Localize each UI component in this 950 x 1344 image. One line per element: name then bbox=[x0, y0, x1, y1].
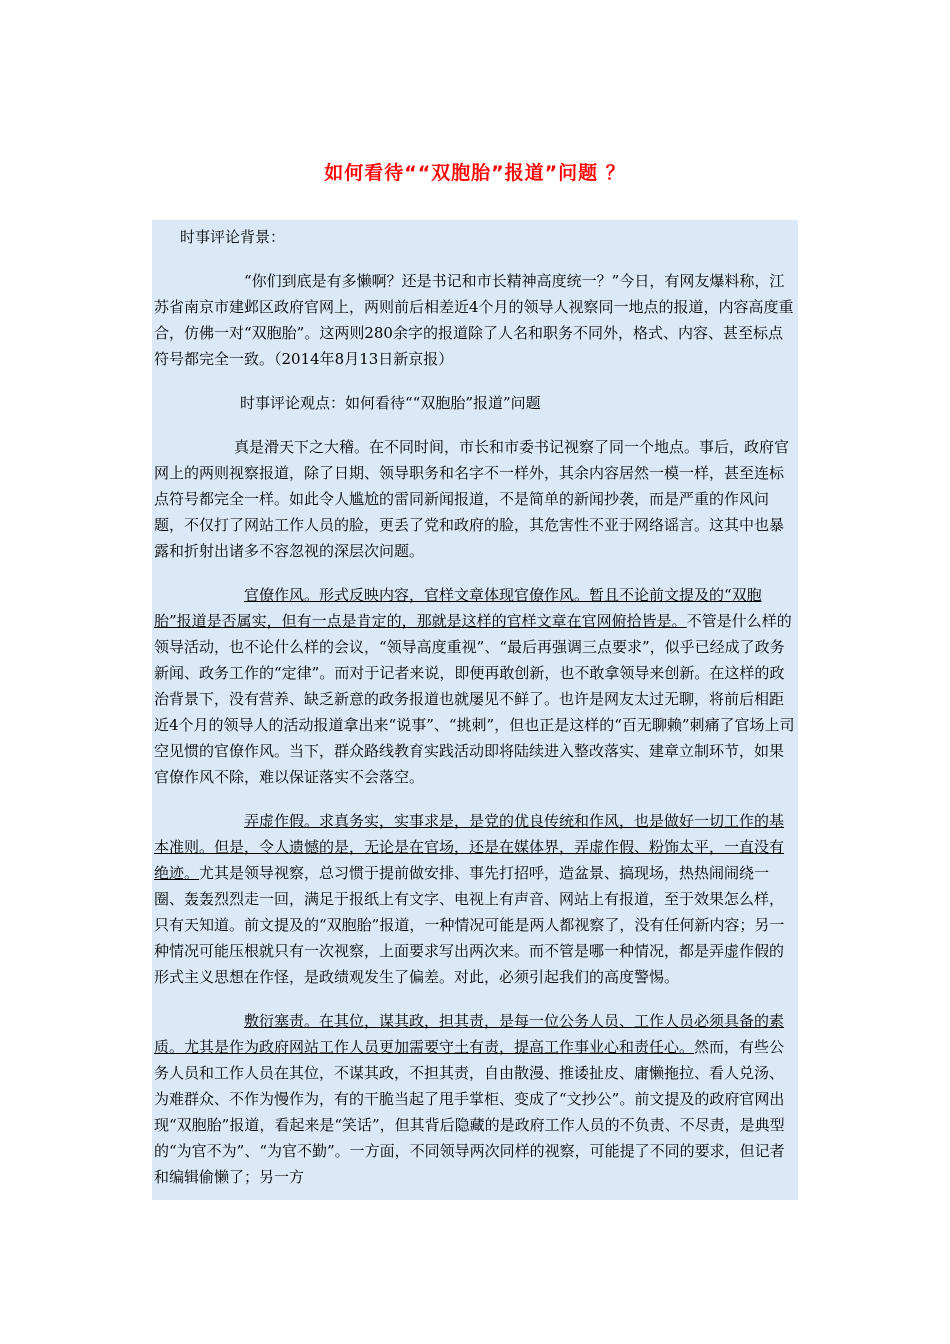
paragraph-falsification-lead: 弄虚作假。求真务实，实事求是，是党的优良传统和作风，也是做好一切工作的基本准则。但是，令人遗憾的是，无论是在官场，还是在媒体界，弄虚作假、粉饰太平，一直没有绝迹。 bbox=[154, 812, 785, 882]
paragraph-falsification-rest: 尤其是领导视察，总习惯于提前做安排、事先打招呼，造盆景、搞现场，热热闹闹绕一圈、轰轰烈烈走一回，满足于报纸上有文字、电视上有声音、网站上有报道，至于效果怎么样，只有天知道。前文提及的“双胞胎”报道，一种情况可能是两人都视察了，没有任何新内容；另一种情况可能压根就只有一次视察，上面要求写出两次来。而不管是哪一种情况，都是弄虚作假的形式主义思想在作怪，是政绩观发生了偏差。对此，必须引起我们的高度警惕。 bbox=[154, 864, 785, 986]
paragraph-bureaucracy-rest: 不管是什么样的领导活动，也不论什么样的会议，“领导高度重视”、“最后再强调三点要求”，似乎已经成了政务新闻、政务工作的“定律”。而对于记者来说，即便再敢创新，也不敢拿领导来创新。在这样的政治背景下，没有营养、缺乏新意的政务报道也就屡见不鲜了。也许是网友太过无聊，将前后相距近4个月的领导人的活动报道拿出来“说事”、“挑刺”，但也正是这样的“百无聊赖”刺痛了官场上司空见惯的官僚作风。当下，群众路线教育实践活动即将陆续进入整改落实、建章立制环节，如果官僚作风不除，难以保证落实不会落空。 bbox=[154, 612, 795, 786]
paragraph-perfunctory bbox=[154, 1008, 796, 1190]
background-paragraph: “你们到底是有多懒啊？还是书记和市长精神高度统一？”今日，有网友爆料称，江苏省南京市建邺区政府官网上，两则前后相差近4个月的领导人视察同一地点的报道，内容高度重合，仿佛一对“双胞胎”。这两则280余字的报道除了人名和职务不同外，格式、内容、甚至标点符号都完全一致。（2014年8月13日新京报） bbox=[154, 272, 794, 368]
paragraph-intro: 真是滑天下之大稽。在不同时间，市长和市委书记视察了同一个地点。事后，政府官网上的两则视察报道，除了日期、领导职务和名字不一样外，其余内容居然一模一样，甚至连标点符号都完全一样。如此令人尴尬的雷同新闻报道，不是简单的新闻抄袭，而是严重的作风问题，不仅打了网站工作人员的脸，更丢了党和政府的脸，其危害性不亚于网络谣言。这其中也暴露和折射出诸多不容忽视的深层次问题。 bbox=[154, 438, 790, 560]
paragraph-perfunctory-lead: 敷衍塞责。在其位，谋其政，担其责，是每一位公务人员、工作人员必须具备的素质。尤其是作为政府网站工作人员更加需要守土有责，提高工作事业心和责任心。 bbox=[154, 1012, 785, 1056]
paragraph-falsification bbox=[154, 808, 796, 990]
background-label: 时事评论背景： bbox=[180, 228, 286, 246]
paragraph-perfunctory-rest: 然而，有些公务人员和工作人员在其位，不谋其政，不担其责，自由散漫、推诿扯皮、庸懒拖拉、看人兑汤、为难群众、不作为慢作为，有的干脆当起了甩手掌柜、变成了“文抄公”。前文提及的政府官网出现“双胞胎”报道，看起来是“笑话”，但其背后隐藏的是政府工作人员的不负责、不尽责，是典型的“为官不为”、“为官不勤”。一方面，不同领导两次同样的视察，可能提了不同的要求，但记者和编辑偷懒了；另一方 bbox=[154, 1038, 785, 1186]
document-title: 如何看待““双胞胎”报道”问题 ？ bbox=[324, 162, 626, 184]
paragraph-bureaucracy-lead: 官僚作风。形式反映内容，官样文章体现官僚作风。暂且不论前文提及的“双胞胎”报道是否属实，但有一点是肯定的，那就是这样的官样文章在官网俯拾皆是。 bbox=[154, 586, 762, 630]
article-body bbox=[152, 220, 798, 1200]
viewpoint-heading: 时事评论观点：如何看待““双胞胎”报道”问题 bbox=[240, 394, 541, 412]
paragraph-bureaucracy bbox=[154, 582, 796, 790]
